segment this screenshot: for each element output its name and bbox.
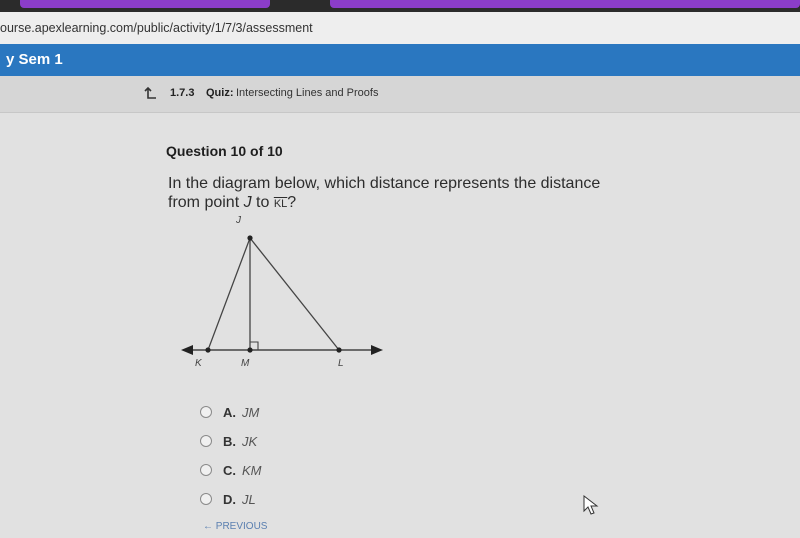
point-m xyxy=(247,347,252,352)
label-l: L xyxy=(338,358,344,369)
choice-letter: A. xyxy=(223,404,236,420)
triangle-diagram xyxy=(175,210,390,370)
left-arrow-icon xyxy=(181,345,193,355)
mouse-cursor-icon xyxy=(583,495,599,517)
question-mid: to xyxy=(251,194,274,211)
radio-button[interactable] xyxy=(200,435,212,447)
quiz-name: Intersecting Lines and Proofs xyxy=(236,87,379,99)
radio-button[interactable] xyxy=(200,493,212,505)
quiz-label: Quiz: xyxy=(206,87,234,99)
choice-letter: C. xyxy=(223,462,236,478)
label-m: M xyxy=(241,358,250,369)
right-arrow-icon xyxy=(371,345,383,355)
label-j: J xyxy=(236,215,241,226)
radio-button[interactable] xyxy=(200,406,212,418)
question-line-1: In the diagram below, which distance represents the distance xyxy=(168,175,601,192)
point-j xyxy=(247,235,252,240)
browser-tab[interactable] xyxy=(330,0,800,8)
course-header xyxy=(0,44,800,76)
question-panel xyxy=(0,113,800,538)
url-text[interactable]: ourse.apexlearning.com/public/activity/1/7/3/assessment xyxy=(0,21,313,35)
browser-tab-strip xyxy=(0,0,800,12)
choice-d[interactable] xyxy=(200,490,256,508)
choice-value: JK xyxy=(242,433,258,449)
segment-jl xyxy=(250,238,339,350)
address-bar[interactable] xyxy=(0,12,800,45)
browser-tab[interactable] xyxy=(20,0,270,8)
segment-jk xyxy=(208,238,250,350)
question-suffix: ? xyxy=(287,194,297,211)
choice-value: KM xyxy=(242,462,262,478)
question-prefix: from point xyxy=(168,194,244,211)
radio-button[interactable] xyxy=(200,464,212,476)
previous-link[interactable]: ← PREVIOUS xyxy=(203,521,268,532)
question-counter: Question 10 of 10 xyxy=(166,143,283,159)
question-text xyxy=(168,174,628,214)
choice-value: JM xyxy=(242,404,260,420)
label-k: K xyxy=(195,358,202,369)
choice-b[interactable] xyxy=(200,432,257,450)
question-point: J xyxy=(243,194,252,211)
choice-value: JL xyxy=(242,491,256,507)
point-k xyxy=(205,347,210,352)
choice-c[interactable] xyxy=(200,461,262,479)
choice-letter: B. xyxy=(223,433,236,449)
quiz-code: 1.7.3 xyxy=(170,87,195,99)
choice-a[interactable] xyxy=(200,403,259,421)
course-title: y Sem 1 xyxy=(6,51,63,68)
quiz-header xyxy=(0,76,800,113)
back-arrow-icon[interactable] xyxy=(143,85,159,101)
choice-letter: D. xyxy=(223,491,236,507)
question-segment: $\overline{KL}$ xyxy=(273,198,288,210)
point-l xyxy=(336,347,341,352)
